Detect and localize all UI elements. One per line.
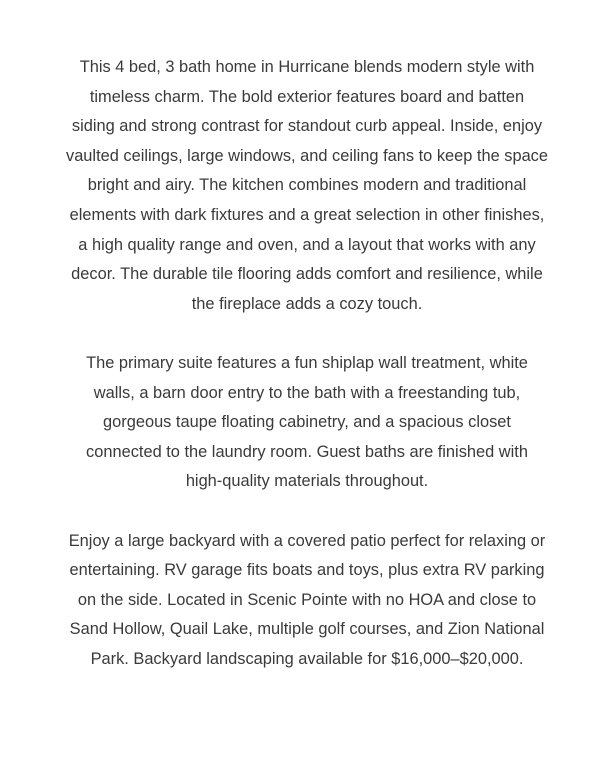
paragraph-primary-suite [50, 349, 564, 497]
paragraph-spacer [50, 497, 564, 527]
text-line: The primary suite features a fun shiplap wall treatment, white [86, 353, 528, 372]
text-line: This 4 bed, 3 bath home in Hurricane blends modern style with [79, 58, 535, 76]
text-line: siding and strong contrast for standout curb appeal. Inside, enjoy [71, 117, 543, 136]
text-line: Park. Backyard landscaping available for $16,000–$20,000. [90, 649, 524, 668]
text-line: the fireplace adds a cozy touch. [191, 294, 423, 313]
text-line: timeless charm. The bold exterior features board and batten [89, 87, 525, 106]
text-line: walls, a barn door entry to the bath with a freestanding tub, [93, 383, 521, 402]
text-line: a high quality range and oven, and a layout that works with any [78, 235, 536, 254]
text-line: high-quality materials throughout. [185, 472, 429, 491]
listing-description [50, 53, 564, 674]
text-line: Sand Hollow, Quail Lake, multiple golf courses, and Zion National [69, 620, 545, 639]
text-line: Enjoy a large backyard with a covered patio perfect for relaxing or [68, 531, 546, 550]
text-line: decor. The durable tile flooring adds comfort and resilience, while [71, 265, 543, 284]
text-line: entertaining. RV garage fits boats and toys, plus extra RV parking [69, 561, 545, 580]
text-line: bright and airy. The kitchen combines modern and traditional [87, 176, 527, 195]
text-line: gorgeous taupe floating cabinetry, and a spacious closet [103, 413, 511, 432]
text-line: vaulted ceilings, large windows, and ceiling fans to keep the space [66, 146, 548, 165]
text-line: on the side. Located in Scenic Pointe with no HOA and close to [77, 590, 537, 609]
paragraph-spacer [50, 319, 564, 349]
text-line: connected to the laundry room. Guest baths are finished with [86, 442, 528, 461]
paragraph-backyard [50, 527, 564, 675]
text-line: elements with dark fixtures and a great selection in other finishes, [69, 205, 545, 224]
paragraph-home-overview [50, 53, 564, 319]
